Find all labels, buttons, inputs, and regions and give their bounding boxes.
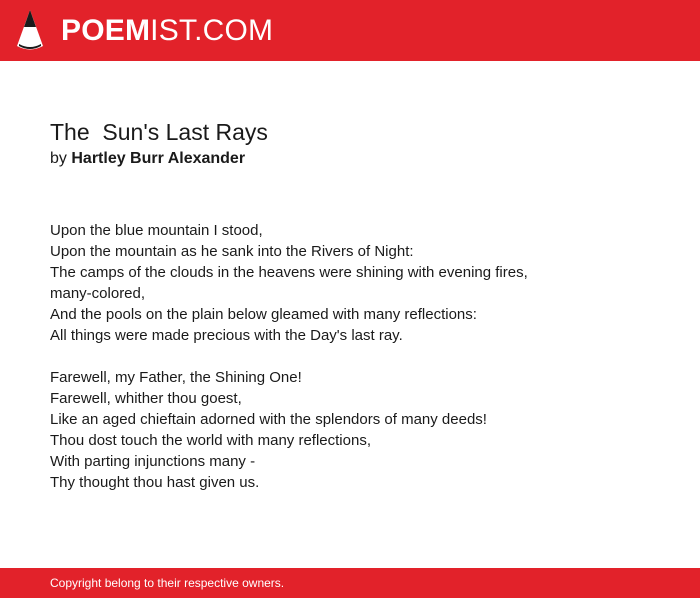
- poem-line: Thy thought thou hast given us.: [50, 474, 260, 491]
- poem-line: Like an aged chieftain adorned with the splendors of many deeds!: [50, 411, 487, 428]
- poem-content: [50, 116, 670, 514]
- poem-line: many-colored,: [50, 285, 146, 302]
- logo-bold-text: POEM: [61, 14, 151, 47]
- poem-line: The camps of the clouds in the heavens were shining with evening fires,: [50, 264, 528, 281]
- byline-prefix: by: [50, 150, 67, 167]
- poem-byline: [50, 148, 670, 170]
- poem-line: Upon the blue mountain I stood,: [50, 222, 263, 239]
- poem-line: Farewell, my Father, the Shining One!: [50, 369, 302, 386]
- poem-title: The Sun's Last Rays: [50, 119, 268, 145]
- poem-line: Upon the mountain as he sank into the Rivers of Night:: [50, 243, 414, 260]
- copyright-notice: Copyright belong to their respective owners.: [50, 576, 285, 590]
- stanza: [50, 367, 670, 493]
- poem-line: And the pools on the plain below gleamed with many reflections:: [50, 306, 477, 323]
- author-link[interactable]: Hartley Burr Alexander: [71, 150, 246, 167]
- site-header: [0, 0, 700, 61]
- site-logo-link[interactable]: [17, 9, 273, 53]
- stanza: [50, 220, 670, 346]
- poem-line: Farewell, whither thou goest,: [50, 390, 242, 407]
- site-footer: [0, 568, 700, 598]
- poem-line: With parting injunctions many -: [50, 453, 256, 470]
- logo-light-text: IST.COM: [150, 14, 274, 47]
- site-logo-text: [61, 16, 273, 46]
- pencil-tip-icon: [17, 10, 43, 52]
- poem-line: Thou dost touch the world with many reflections,: [50, 432, 371, 449]
- poem-body: [50, 220, 670, 493]
- poem-line: All things were made precious with the Day's last ray.: [50, 327, 403, 344]
